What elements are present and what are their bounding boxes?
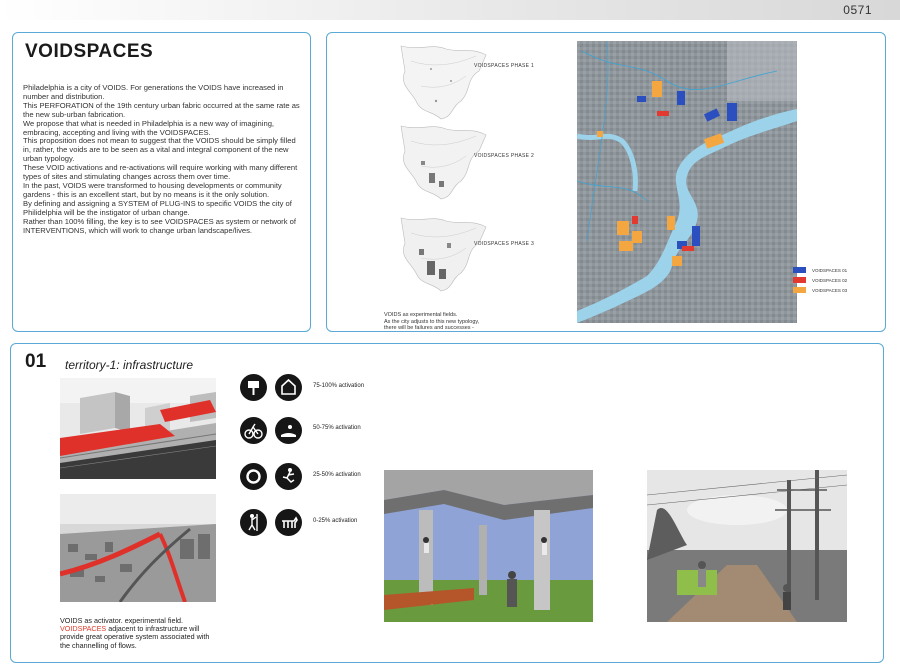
sign-icon xyxy=(240,374,267,401)
trail-collage-photo xyxy=(647,470,847,622)
house-icon xyxy=(275,374,302,401)
legend-swatch xyxy=(793,267,806,273)
ring-icon xyxy=(240,463,267,490)
legend-item xyxy=(793,265,847,275)
caption-line: the channelling of flows. xyxy=(60,640,137,650)
legend-swatch xyxy=(793,287,806,293)
section-title: territory-1: infrastructure xyxy=(65,358,194,372)
phase-1-map xyxy=(391,41,501,121)
phase-label: VOIDSPACES PHASE 3 xyxy=(474,241,535,247)
intro-paragraph: These VOID activations and re-activations will require working with many different types of sites and stimulating changes across them over time. xyxy=(23,163,298,182)
intro-paragraph: We propose that what is needed in Philadelphia is a new way of imagining, embracing, accepting and living with the VOIDSPACES. xyxy=(23,118,275,137)
bicycle-icon xyxy=(240,417,267,444)
render-infrastructure-1 xyxy=(60,378,216,479)
caption-line: VOIDS as activator. experimental field. xyxy=(60,616,184,625)
caption-line: provide great operative system associated with xyxy=(60,632,210,642)
phase-label: VOIDSPACES PHASE 2 xyxy=(474,153,535,159)
section-number: 01 xyxy=(25,351,47,372)
phase-2-map xyxy=(391,121,501,201)
caption-line: As the city adjusts to this new typology, xyxy=(384,318,480,325)
caption-text: adjacent to infrastructure will xyxy=(106,624,200,634)
phases-caption xyxy=(384,312,479,332)
caption-line: there will be failures and successes - xyxy=(384,325,474,331)
intro-paragraph: Philadelphia is a city of VOIDS. For generations the VOIDS have increased in number and distribution. xyxy=(23,83,284,101)
page-number: 0571 xyxy=(843,3,872,17)
page-title: VOIDSPACES xyxy=(25,41,154,62)
top-bar xyxy=(0,0,900,20)
skater-icon xyxy=(275,463,302,490)
intro-body xyxy=(23,84,305,235)
map-legend xyxy=(793,265,847,295)
territory-caption xyxy=(60,617,209,650)
activation-label: 75-100% activation xyxy=(313,383,365,389)
voidspaces-map xyxy=(577,41,797,323)
activation-label: 0-25% activation xyxy=(313,518,358,524)
intro-paragraph: Rather than 100% filling, the key is to see VOIDSPACES as system or network of INTERVENTIONS, which will work to change urban landscape/lives. xyxy=(23,216,296,235)
garden-icon xyxy=(275,417,302,444)
intro-paragraph: This PERFORATION of the 19th century urban fabric occurred at the same rate as the new sub-urban fabrication. xyxy=(23,100,300,119)
dog-icon xyxy=(275,509,302,536)
voidspaces-highlight: VOIDSPACES xyxy=(60,624,107,634)
legend-label: VOIDSPACES 02 xyxy=(812,277,848,283)
legend-swatch xyxy=(793,277,806,283)
activation-label: 25-50% activation xyxy=(313,472,361,478)
intro-paragraph: By defining and assigning a SYSTEM of PLUG-INS to specific VOIDS the city of Philidelphia will be the instigator of urban change. xyxy=(23,198,292,217)
caption-line: VOIDS as experimental fields. xyxy=(384,312,458,318)
render-infrastructure-2 xyxy=(60,494,216,602)
legend-label: VOIDSPACES 01 xyxy=(812,267,848,273)
phase-3-map xyxy=(391,213,501,293)
map-panel xyxy=(326,32,886,332)
legend-item xyxy=(793,275,847,285)
legend-label: VOIDSPACES 03 xyxy=(812,287,848,293)
territory-panel xyxy=(10,343,884,663)
intro-paragraph: This proposition does not mean to suggest that the VOIDS should be simply filled in, rather, the voids are to be seen as a vital and integral component of the new urban typology. xyxy=(23,136,296,164)
intro-panel xyxy=(12,32,311,332)
activation-label: 50-75% activation xyxy=(313,425,361,431)
legend-item xyxy=(793,285,847,295)
intro-paragraph: In the past, VOIDS were transformed to housing developments or community gardens - this is an excellent start, but by no means is it the only solution. xyxy=(23,180,282,199)
overpass-collage-photo xyxy=(384,470,593,622)
climber-icon xyxy=(240,509,267,536)
phase-label: VOIDSPACES PHASE 1 xyxy=(474,63,535,69)
